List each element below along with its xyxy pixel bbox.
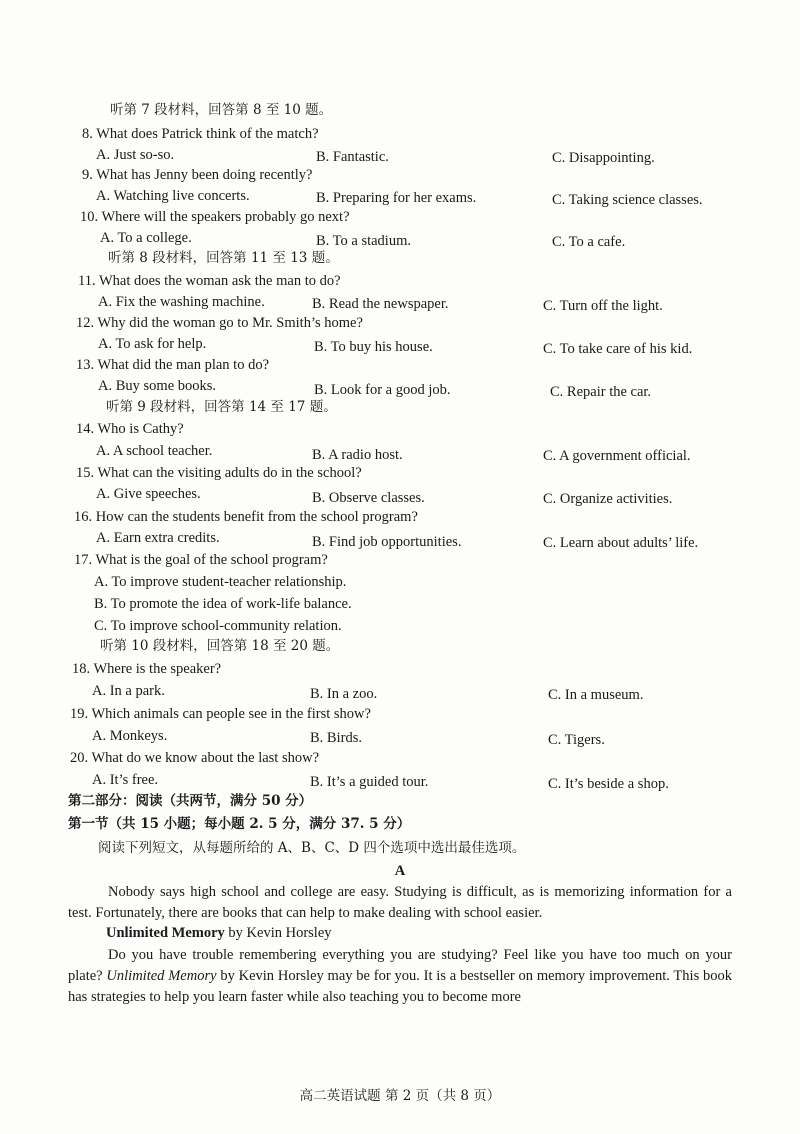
option-c: C. To take care of his kid. (543, 341, 693, 357)
passage-letter: A (394, 863, 406, 879)
option-a: A. Watching live concerts. (96, 188, 250, 204)
part-two-heading: 第二部分：阅读（共两节，满分 50 分） (68, 793, 313, 809)
option-c: C. Repair the car. (550, 384, 652, 400)
option-a: A. Monkeys. (92, 728, 168, 744)
option-c: C. Tigers. (548, 732, 605, 748)
passage-paragraph-1 (68, 882, 732, 924)
option-c: C. To a cafe. (552, 234, 626, 250)
book-title: Unlimited Memory (106, 925, 225, 941)
book-author: by Kevin Horsley (224, 925, 332, 941)
option-b: B. It’s a guided tour. (310, 774, 429, 790)
question-stem: 9. What has Jenny been doing recently? (82, 167, 313, 183)
option-a: A. Buy some books. (98, 378, 217, 394)
option-c: C. A government official. (543, 448, 691, 464)
option-c: C. Learn about adults’ life. (543, 535, 699, 551)
reading-instructions: 阅读下列短文，从每题所给的 A、B、C、D 四个选项中选出最佳选项。 (98, 840, 526, 856)
option-c: C. Turn off the light. (543, 298, 663, 314)
paragraph-text-b: by Kevin Horsley may be for you. It is a bestseller on memory improvement. This book has strategies to help you learn faster while also teaching you to become more (68, 968, 733, 1005)
option-a: A. To improve student-teacher relationship. (94, 574, 347, 590)
option-b: B. Observe classes. (312, 490, 425, 506)
question-stem: 13. What did the man plan to do? (76, 357, 270, 373)
option-b: B. Preparing for her exams. (316, 190, 477, 206)
option-a: A. A school teacher. (96, 443, 213, 459)
question-stem: 12. Why did the woman go to Mr. Smith’s home? (76, 315, 363, 331)
book-heading (106, 926, 332, 941)
option-b: B. A radio host. (312, 447, 403, 463)
option-a: A. To a college. (100, 230, 192, 246)
option-a: A. Earn extra credits. (96, 530, 220, 546)
option-b: B. Birds. (310, 730, 362, 746)
passage-paragraph-2 (68, 945, 732, 1008)
question-stem: 16. How can the students benefit from the school program? (74, 509, 418, 525)
section-10-instruction: 听第 10 段材料，回答第 18 至 20 题。 (100, 638, 340, 654)
paragraph-book-title: Unlimited Memory (106, 968, 217, 984)
section-7-instruction: 听第 7 段材料，回答第 8 至 10 题。 (110, 102, 333, 118)
option-a: A. It’s free. (92, 772, 159, 788)
option-c: C. Organize activities. (543, 491, 673, 507)
option-c: C. To improve school-community relation. (94, 618, 342, 634)
option-b: B. Read the newspaper. (312, 296, 449, 312)
section-one-heading: 第一节（共 15 小题；每小题 2. 5 分，满分 37. 5 分） (68, 816, 411, 832)
paragraph-text-a: Do you have trouble remembering everything you are studying? Feel like you have too much on your plate? (68, 947, 732, 984)
option-a: A. Just so-so. (96, 147, 175, 163)
option-b: B. To promote the idea of work-life balance. (94, 596, 352, 612)
option-b: B. In a zoo. (310, 686, 378, 702)
option-b: B. Find job opportunities. (312, 534, 462, 550)
option-a: A. Fix the washing machine. (98, 294, 265, 310)
option-a: A. In a park. (92, 683, 165, 699)
option-b: B. Fantastic. (316, 149, 389, 165)
question-stem: 17. What is the goal of the school program? (74, 552, 328, 568)
question-stem: 14. Who is Cathy? (76, 421, 184, 437)
section-8-instruction: 听第 8 段材料，回答第 11 至 13 题。 (108, 250, 339, 266)
question-stem: 19. Which animals can people see in the first show? (70, 706, 371, 722)
option-c: C. Disappointing. (552, 150, 655, 166)
page-footer: 高二英语试题 第 2 页（共 8 页） (299, 1088, 501, 1104)
option-b: B. To a stadium. (316, 233, 411, 249)
section-9-instruction: 听第 9 段材料，回答第 14 至 17 题。 (106, 399, 337, 415)
question-stem: 18. Where is the speaker? (72, 661, 222, 677)
option-c: C. In a museum. (548, 687, 644, 703)
question-stem: 15. What can the visiting adults do in the school? (76, 465, 362, 481)
option-a: A. Give speeches. (96, 486, 201, 502)
option-b: B. To buy his house. (314, 339, 433, 355)
question-stem: 10. Where will the speakers probably go next? (80, 209, 350, 225)
option-b: B. Look for a good job. (314, 382, 451, 398)
option-c: C. It’s beside a shop. (548, 776, 669, 792)
question-stem: 11. What does the woman ask the man to do? (78, 273, 341, 289)
paragraph-text: Nobody says high school and college are easy. Studying is difficult, as is memorizing information for a test. Fortunately, there are books that can help to make dealing with school easier. (68, 884, 732, 921)
question-stem: 8. What does Patrick think of the match? (82, 126, 319, 142)
question-stem: 20. What do we know about the last show? (70, 750, 320, 766)
option-c: C. Taking science classes. (552, 192, 703, 208)
option-a: A. To ask for help. (98, 336, 207, 352)
